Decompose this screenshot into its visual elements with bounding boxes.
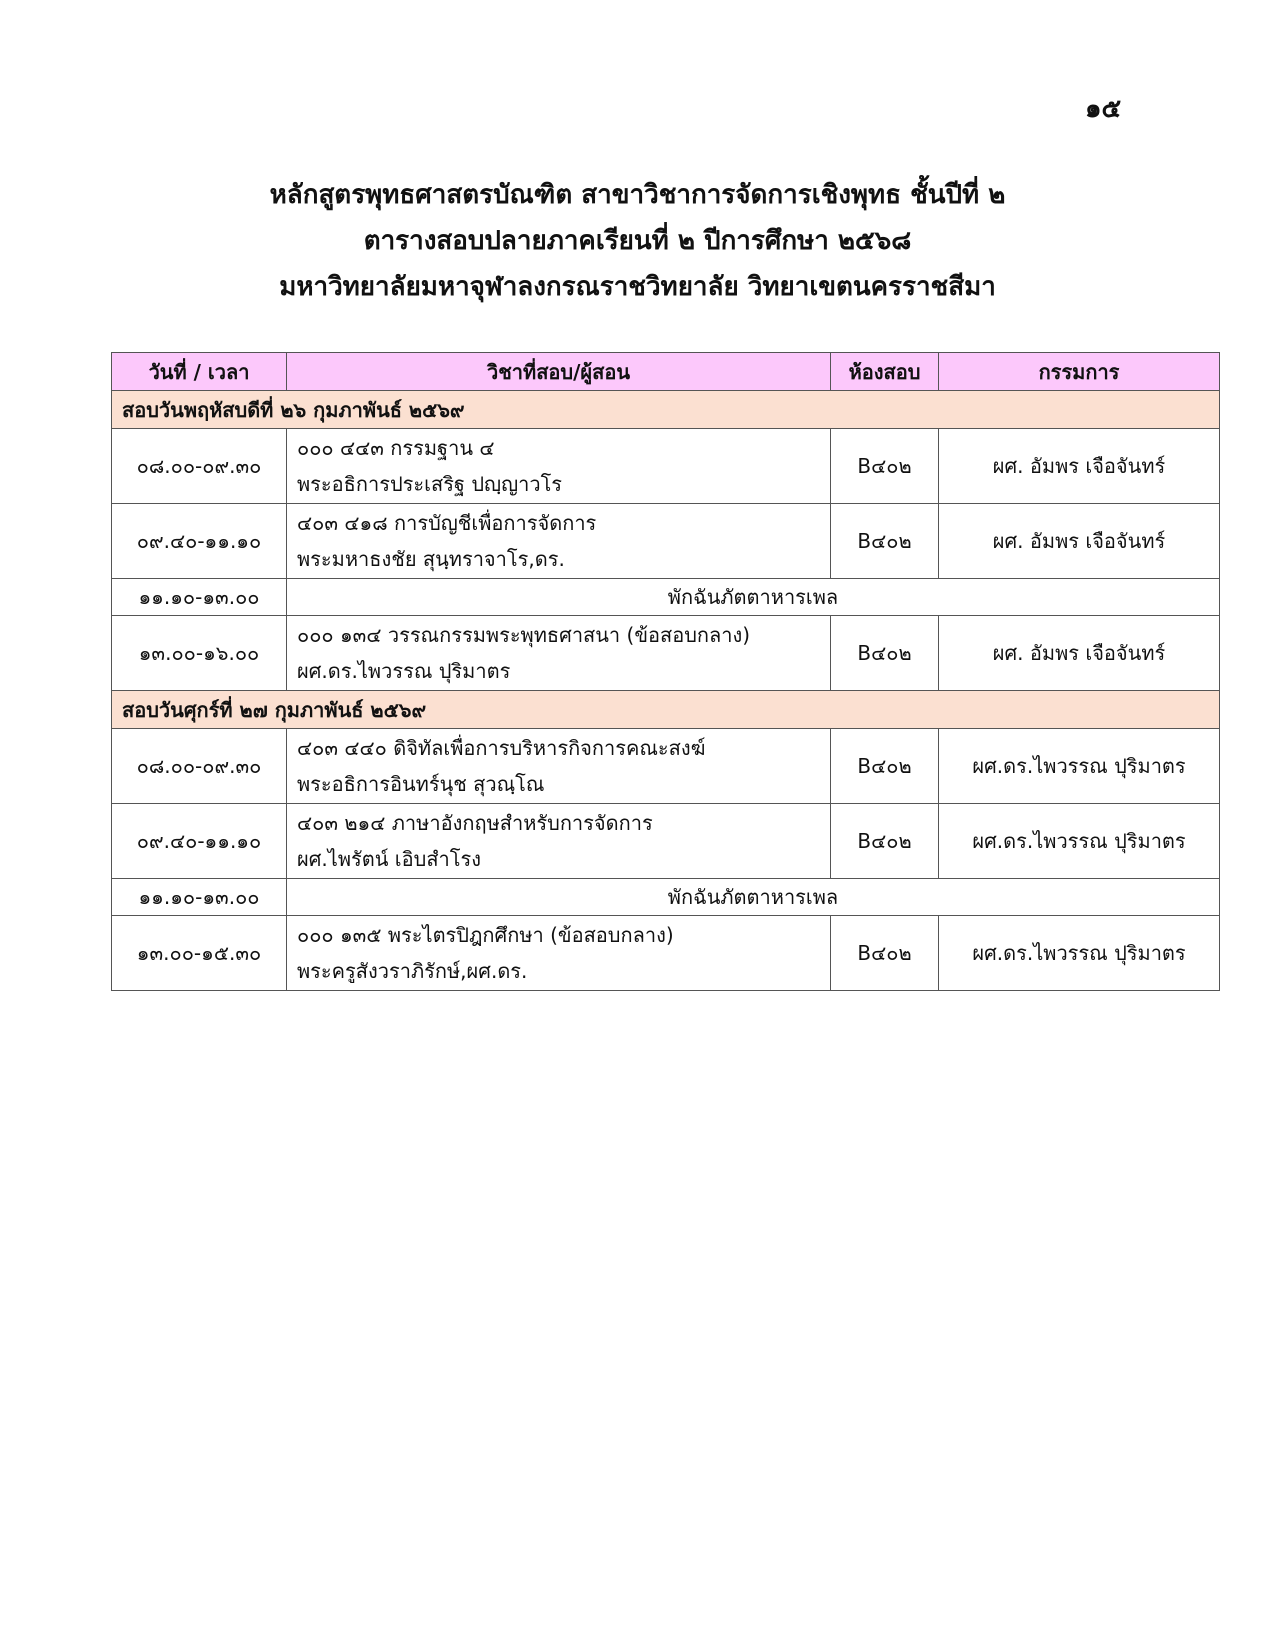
break-label: พักฉันภัตตาหารเพล (287, 579, 1220, 616)
exam-time: ๐๙.๔๐-๑๑.๑๐ (112, 804, 287, 879)
exam-committee: ผศ. อัมพร เจือจันทร์ (939, 429, 1220, 504)
exam-teacher: พระอธิการประเสริฐ ปญฺญาวโร (297, 472, 563, 496)
break-label: พักฉันภัตตาหารเพล (287, 879, 1220, 916)
day-label: สอบวันศุกร์ที่ ๒๗ กุมภาพันธ์ ๒๕๖๙ (112, 691, 1220, 729)
break-time: ๑๑.๑๐-๑๓.๐๐ (112, 879, 287, 916)
exam-subject-cell (287, 616, 831, 691)
exam-committee: ผศ.ดร.ไพวรรณ ปุริมาตร (939, 804, 1220, 879)
table-row (112, 504, 1220, 579)
exam-committee: ผศ.ดร.ไพวรรณ ปุริมาตร (939, 729, 1220, 804)
exam-time: ๐๘.๐๐-๐๙.๓๐ (112, 429, 287, 504)
exam-time: ๐๙.๔๐-๑๑.๑๐ (112, 504, 287, 579)
exam-teacher: ผศ.ไพรัตน์ เอิบสำโรง (297, 847, 482, 871)
exam-subject-cell (287, 429, 831, 504)
exam-room: B๔๐๒ (831, 429, 939, 504)
exam-subject-cell (287, 504, 831, 579)
exam-subject: ๔๐๓ ๔๑๘ การบัญชีเพื่อการจัดการ (297, 511, 597, 535)
title-line-schedule: ตารางสอบปลายภาคเรียนที่ ๒ ปีการศึกษา ๒๕๖๘ (363, 226, 912, 256)
table-row (112, 729, 1220, 804)
exam-subject-cell (287, 916, 831, 991)
exam-teacher: พระครูสังวราภิรักษ์,ผศ.ดร. (297, 959, 528, 983)
exam-room: B๔๐๒ (831, 804, 939, 879)
header-time: วันที่ / เวลา (112, 353, 287, 391)
title-line-university: มหาวิทยาลัยมหาจุฬาลงกรณราชวิทยาลัย วิทยาเขตนครราชสีมา (279, 272, 996, 302)
exam-committee: ผศ.ดร.ไพวรรณ ปุริมาตร (939, 916, 1220, 991)
exam-teacher: ผศ.ดร.ไพวรรณ ปุริมาตร (297, 659, 511, 683)
title-line-program: หลักสูตรพุทธศาสตรบัณฑิต สาขาวิชาการจัดการเชิงพุทธ ชั้นปีที่ ๒ (269, 180, 1006, 210)
exam-time: ๐๘.๐๐-๐๙.๓๐ (112, 729, 287, 804)
exam-subject: ๐๐๐ ๔๔๓ กรรมฐาน ๔ (297, 436, 495, 460)
day-row-friday (112, 691, 1220, 729)
break-row (112, 579, 1220, 616)
document-title (0, 172, 1275, 310)
exam-subject: ๐๐๐ ๑๓๔ วรรณกรรมพระพุทธศาสนา (ข้อสอบกลาง) (297, 623, 751, 647)
exam-committee: ผศ. อัมพร เจือจันทร์ (939, 504, 1220, 579)
table-row (112, 916, 1220, 991)
exam-time: ๑๓.๐๐-๑๖.๐๐ (112, 616, 287, 691)
header-room: ห้องสอบ (831, 353, 939, 391)
table-row (112, 429, 1220, 504)
exam-subject-cell (287, 804, 831, 879)
exam-time: ๑๓.๐๐-๑๕.๓๐ (112, 916, 287, 991)
page-number: ๑๕ (1085, 94, 1122, 124)
exam-subject: ๔๐๓ ๔๔๐ ดิจิทัลเพื่อการบริหารกิจการคณะสงฆ์ (297, 736, 706, 760)
header-subject: วิชาที่สอบ/ผู้สอน (287, 353, 831, 391)
exam-teacher: พระมหาธงชัย สุนฺทราจาโร,ดร. (297, 547, 565, 571)
day-row-thursday (112, 391, 1220, 429)
header-committee: กรรมการ (939, 353, 1220, 391)
exam-room: B๔๐๒ (831, 504, 939, 579)
table-header-row (112, 353, 1220, 391)
exam-schedule-table (111, 352, 1220, 991)
exam-teacher: พระอธิการอินทร์นุช สุวณฺโณ (297, 772, 545, 796)
exam-subject-cell (287, 729, 831, 804)
exam-room: B๔๐๒ (831, 729, 939, 804)
exam-room: B๔๐๒ (831, 616, 939, 691)
table-row (112, 804, 1220, 879)
break-row (112, 879, 1220, 916)
exam-subject: ๐๐๐ ๑๓๕ พระไตรปิฎกศึกษา (ข้อสอบกลาง) (297, 923, 674, 947)
table-row (112, 616, 1220, 691)
exam-committee: ผศ. อัมพร เจือจันทร์ (939, 616, 1220, 691)
exam-room: B๔๐๒ (831, 916, 939, 991)
day-label: สอบวันพฤหัสบดีที่ ๒๖ กุมภาพันธ์ ๒๕๖๙ (112, 391, 1220, 429)
break-time: ๑๑.๑๐-๑๓.๐๐ (112, 579, 287, 616)
exam-subject: ๔๐๓ ๒๑๔ ภาษาอังกฤษสำหรับการจัดการ (297, 811, 653, 835)
